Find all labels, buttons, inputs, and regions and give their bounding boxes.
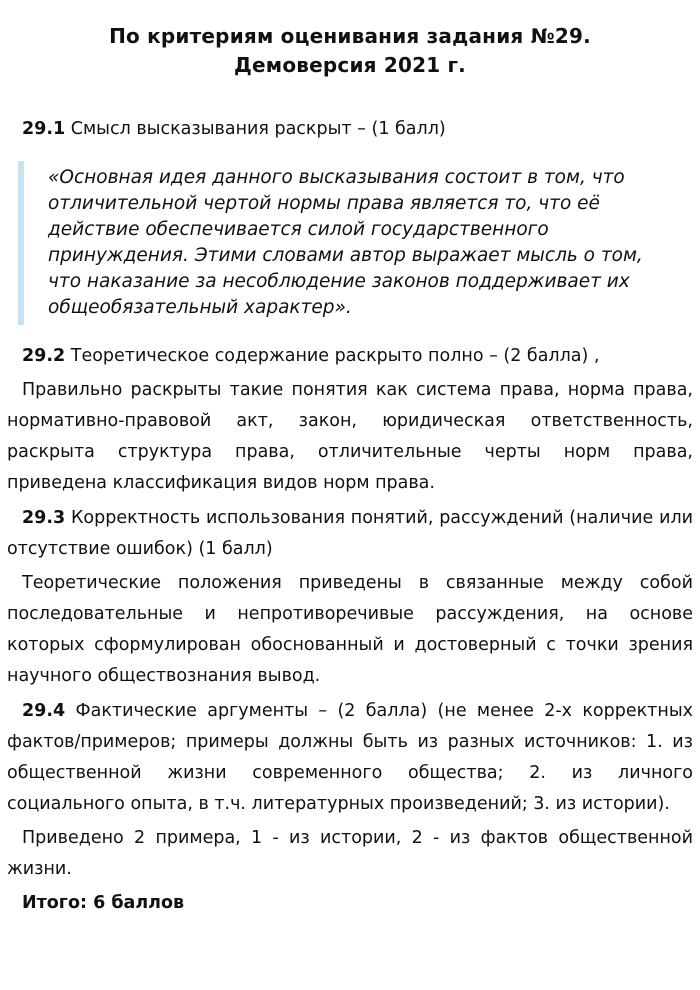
page-title xyxy=(7,0,693,80)
criterion-29-2-answer: Правильно раскрыты такие понятия как система права, норма права, нормативно-правовой акт, закон, юридическая ответственность, раскрыта структура права, отличительные черты норм права, приведена классификация видов норм права. xyxy=(7,380,693,493)
criterion-29-4-text: Фактические аргументы – (2 балла) (не менее 2-х корректных фактов/примеров; примеры должны быть из разных источников: 1. из общественной жизни современного общества; 2. из личного социального опыта, в т.ч. литературных произведений; 3. из истории). xyxy=(7,701,693,814)
criterion-29-4-number: 29.4 xyxy=(22,701,66,721)
criterion-29-3-answer: Теоретические положения приведены в связанные между собой последовательные и непротиворечивые рассуждения, на основе которых сформулирован обоснованный и достоверный с точки зрения научного обществознания вывод. xyxy=(7,573,693,686)
criterion-29-4 xyxy=(7,696,693,820)
criterion-29-2-text: Теоретическое содержание раскрыто полно – (2 балла) , xyxy=(65,346,600,366)
criterion-29-3-text: Корректность использования понятий, рассуждений (наличие или отсутствие ошибок) (1 балл) xyxy=(7,508,693,559)
criterion-29-1-text: Смысл высказывания раскрыт – (1 балл) xyxy=(65,119,446,139)
criterion-29-3-number: 29.3 xyxy=(22,508,66,528)
title-line-1: По критериям оценивания задания №29. xyxy=(109,24,591,48)
total-score: Итого: 6 баллов xyxy=(22,893,185,913)
quote-block xyxy=(18,161,644,325)
criterion-29-1-number: 29.1 xyxy=(22,119,66,139)
criterion-29-1 xyxy=(7,114,693,145)
quote-text: «Основная идея данного высказывания состоит в том, что отличительной чертой нормы права является то, что её действие обеспечивается силой государственного принуждения. Этими словами автор выражает мысль о том, что наказание за несоблюдение законов поддерживает их общеобязательный характер». xyxy=(48,167,643,318)
title-line-2: Демоверсия 2021 г. xyxy=(234,53,466,77)
criterion-29-3 xyxy=(7,503,693,565)
criterion-29-2-number: 29.2 xyxy=(22,346,66,366)
criterion-29-4-answer: Приведено 2 примера, 1 - из истории, 2 - из фактов общественной жизни. xyxy=(7,828,693,879)
criterion-29-2 xyxy=(7,341,693,372)
